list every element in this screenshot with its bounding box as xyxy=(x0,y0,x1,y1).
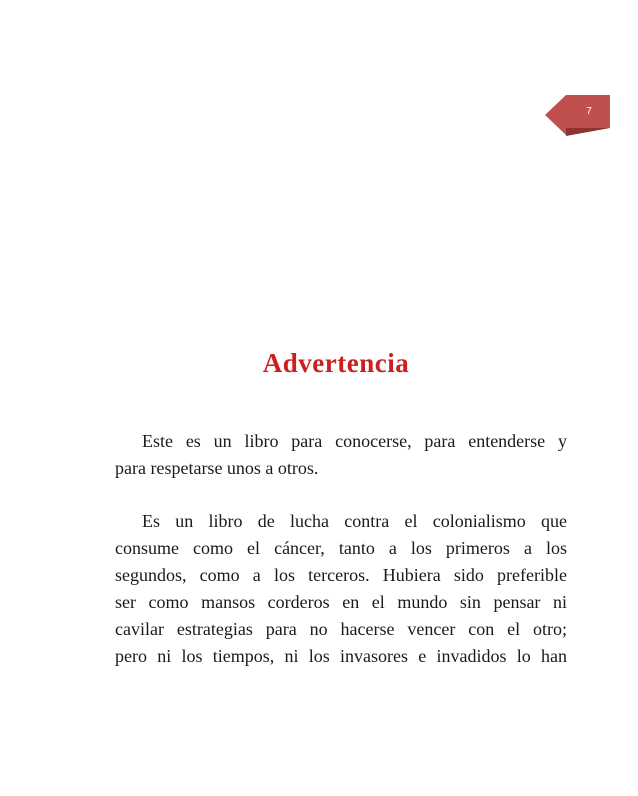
paragraph-1 xyxy=(115,428,567,482)
page-number: 7 xyxy=(586,106,592,117)
text-line: consume como el cáncer, tanto a los primeros a los xyxy=(115,538,567,558)
paragraph-2 xyxy=(115,508,567,670)
text-line: cavilar estrategias para no hacerse vencer con el otro; xyxy=(115,619,567,639)
body-text xyxy=(115,428,567,670)
text-line: para respetarse unos a otros. xyxy=(115,458,319,478)
text-line: Este es un libro para conocerse, para entenderse y xyxy=(142,431,567,451)
page-tab-shape xyxy=(545,94,611,138)
tab-arrow-head xyxy=(545,95,566,135)
text-line: pero ni los tiempos, ni los invasores e invadidos lo han xyxy=(115,646,567,666)
page-number-tab xyxy=(545,94,611,138)
text-line: Es un libro de lucha contra el colonialismo que xyxy=(142,511,567,531)
text-line: ser como mansos corderos en el mundo sin pensar ni xyxy=(115,592,567,612)
tab-fold-shadow xyxy=(566,128,610,136)
chapter-title: Advertencia xyxy=(262,348,410,379)
text-line: segundos, como a los terceros. Hubiera sido preferible xyxy=(115,565,567,585)
